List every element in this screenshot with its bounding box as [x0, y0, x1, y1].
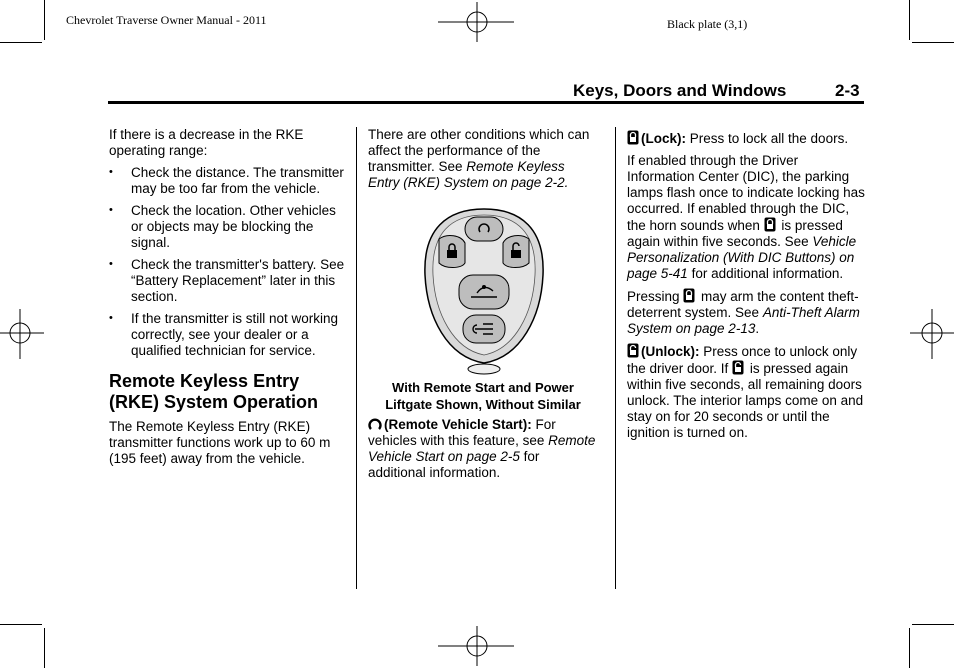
- remote-start-icon: [368, 417, 382, 431]
- dic-paragraph: [627, 153, 867, 282]
- conditions-paragraph: [368, 127, 598, 191]
- column-3: [627, 130, 867, 447]
- rke-body: The Remote Keyless Entry (RKE) transmitter functions work up to 60 m (195 feet) away from the vehicle.: [109, 419, 331, 466]
- column-divider: [356, 127, 357, 589]
- unlock-label: (Unlock):: [641, 344, 700, 359]
- crop-mark: [44, 628, 45, 668]
- remote-start-text: For vehicles with this feature, see: [368, 417, 556, 448]
- list-item: • Check the distance. The transmitter may be too far from the vehicle.: [109, 165, 345, 197]
- unlock-icon: [627, 343, 639, 358]
- column-1: [109, 127, 345, 473]
- crop-mark: [909, 628, 910, 668]
- registration-mark-top: [438, 2, 516, 42]
- remote-start-paragraph: [368, 417, 598, 481]
- crop-mark: [0, 42, 42, 43]
- unlock-text-2: is pressed again within five seconds, all remaining doors unlock. The interior lamps come on and stay on for 20 seconds or until the ignition is turned on.: [627, 361, 864, 440]
- crop-mark: [912, 42, 954, 43]
- page-number: 2-3: [835, 81, 860, 100]
- key-fob-illustration: [421, 205, 547, 375]
- lock-label: (Lock):: [641, 131, 686, 146]
- list-item: • Check the transmitter's battery. See “Battery Replacement” later in this section.: [109, 257, 345, 305]
- crop-mark: [909, 0, 910, 40]
- column-divider: [615, 127, 616, 589]
- rke-heading: Remote Keyless Entry (RKE) System Operation: [109, 371, 319, 412]
- lock-icon: [764, 217, 776, 232]
- column-2: [368, 127, 598, 487]
- list-item: • If the transmitter is still not working correctly, see your dealer or a qualified technician for service.: [109, 311, 345, 359]
- anti-theft-reference[interactable]: Anti-Theft Alarm System on page 2-13: [627, 305, 860, 336]
- remote-start-reference[interactable]: Remote Vehicle Start on page 2-5: [368, 433, 596, 464]
- lock-paragraph: [627, 130, 867, 147]
- lock-icon: [627, 130, 639, 145]
- dic-tail: for additional information.: [687, 266, 844, 281]
- conditions-text: There are other conditions which can affect the performance of the transmitter. See: [368, 127, 590, 174]
- pressing-paragraph: [627, 288, 867, 337]
- crop-mark: [0, 624, 42, 625]
- range-intro: If there is a decrease in the RKE operating range:: [109, 127, 304, 158]
- remote-start-tail: for additional information.: [368, 449, 540, 480]
- dic-text-1: If enabled through the Driver Information Center (DIC), the parking lamps flash once to indicate locking has occurred. If enabled through the DIC, the horn sounds when: [627, 153, 865, 233]
- pressing-text-1: Pressing: [627, 289, 684, 304]
- registration-mark-left: [0, 303, 44, 363]
- lock-text: Press to lock all the doors.: [686, 131, 849, 146]
- pressing-text-2: may arm the content theft-deterrent system. See: [627, 289, 859, 320]
- registration-mark-bottom: [438, 626, 516, 666]
- personalization-reference[interactable]: Vehicle Personalization (With DIC Buttons) on page 5-41: [627, 234, 857, 281]
- unlock-text-1: Press once to unlock only the driver door. If: [627, 344, 858, 376]
- header-rule: [108, 101, 864, 104]
- dic-text-2: is pressed again within five seconds. See: [627, 218, 843, 249]
- plate-label: Black plate (3,1): [667, 17, 748, 31]
- registration-mark-right: [910, 303, 954, 363]
- lock-icon: [683, 288, 695, 303]
- remote-start-label: (Remote Vehicle Start):: [384, 417, 532, 432]
- crop-mark: [912, 624, 954, 625]
- pressing-tail: .: [755, 321, 760, 336]
- list-item: • Check the location. Other vehicles or objects may be blocking the signal.: [109, 203, 345, 251]
- crop-mark: [44, 0, 45, 40]
- range-checklist: [109, 165, 345, 359]
- manual-title: Chevrolet Traverse Owner Manual - 2011: [66, 13, 267, 27]
- unlock-icon: [732, 360, 744, 375]
- fob-caption: With Remote Start and Power Liftgate Shown, Without Similar: [385, 380, 581, 412]
- section-title: Keys, Doors and Windows: [573, 81, 787, 100]
- rke-system-reference[interactable]: Remote Keyless Entry (RKE) System on page 2-2.: [368, 159, 569, 190]
- unlock-paragraph: [627, 343, 867, 441]
